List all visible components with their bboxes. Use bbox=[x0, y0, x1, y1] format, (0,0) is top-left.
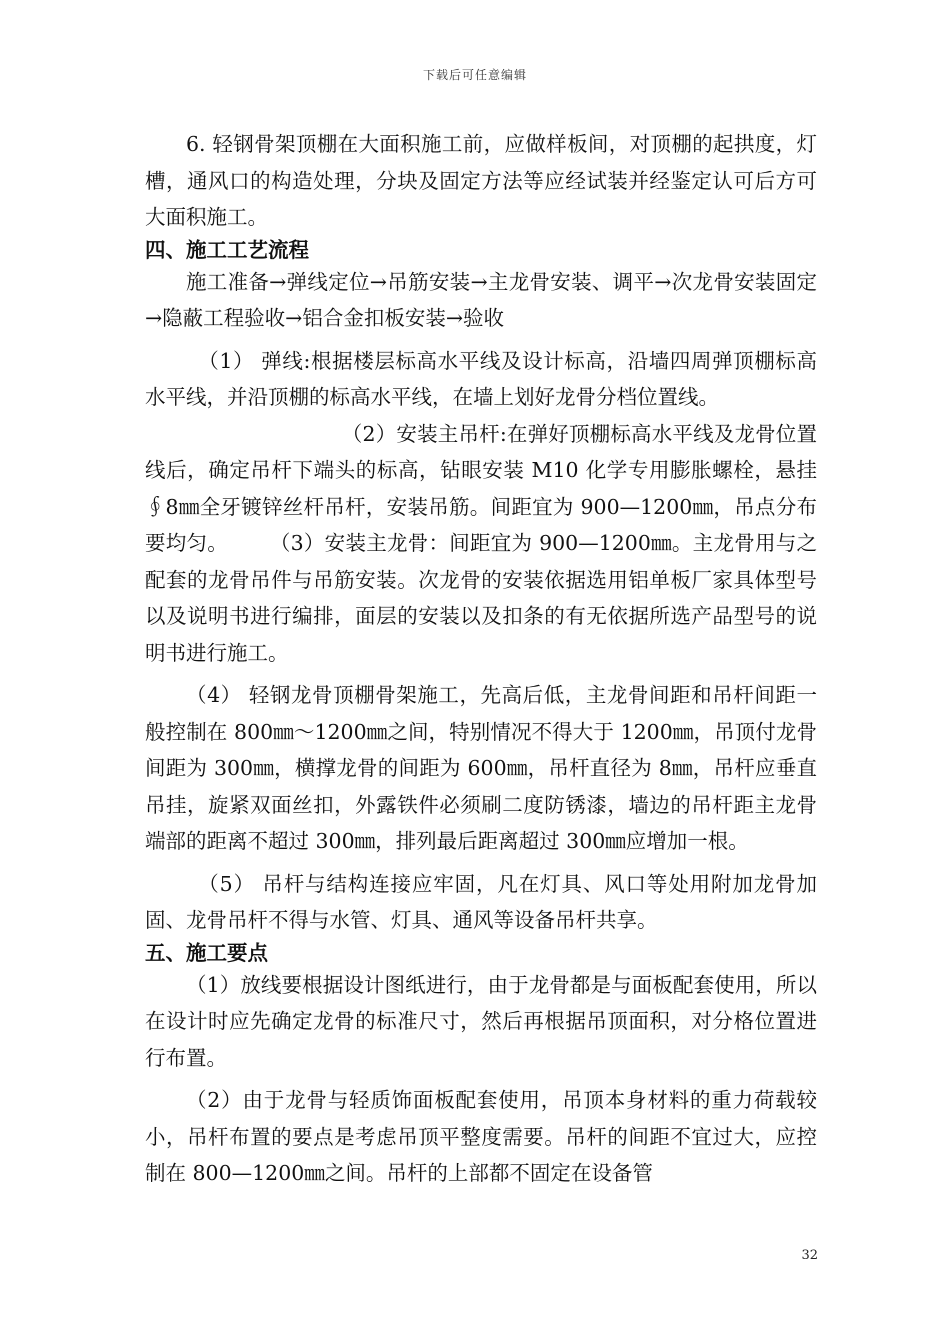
section-heading-key-points: 五、施工要点 bbox=[145, 940, 268, 965]
paragraph-step-5: （5） 吊杆与结构连接应牢固，凡在灯具、风口等处用附加龙骨加固、龙骨吊杆不得与水管、灯具、通风等设备吊杆共享。 bbox=[145, 871, 817, 932]
paragraph-step-4: （4） 轻钢龙骨顶棚骨架施工，先高后低，主龙骨间距和吊杆间距一般控制在 800㎜～1200㎜之间，特别情况不得大于 1200㎜，吊顶付龙骨间距为 300㎜，横撑龙骨的间距为 600㎜，吊杆直径为 8㎜，吊杆应垂直吊挂，旋紧双面丝扣，外露铁件必须刷二度防锈漆，墙边的吊杆距主龙骨端部的距离不超过 300㎜，排列最后距离超过 300㎜应增加一根。 bbox=[145, 683, 817, 853]
paragraph-item-6: 6. 轻钢骨架顶棚在大面积施工前，应做样板间，对顶棚的起拱度，灯槽，通风口的构造处理，分块及固定方法等应经试装并经鉴定认可后方可大面积施工。 bbox=[145, 132, 817, 229]
paragraph-process-flow: 施工准备→弹线定位→吊筋安装→主龙骨安装、调平→次龙骨安装固定→隐蔽工程验收→铝合金扣板安装→验收 bbox=[145, 269, 817, 330]
page-header: 下载后可任意编辑 bbox=[422, 68, 527, 82]
paragraph-step-2-3: （2）安装主吊杆:在弹好顶棚标高水平线及龙骨位置线后，确定吊杆下端头的标高，钻眼安装 M10 化学专用膨胀螺栓，悬挂∮8㎜全牙镀锌丝杆吊杆，安装吊筋。间距宜为 900—1200㎜，吊点分布要均匀。 （3）安装主龙骨：间距宜为 900—1200㎜。主龙骨用与之配套的龙骨吊件与吊筋安装。次龙骨的安装依据选用铝单板厂家具体型号以及说明书进行编排，面层的安装以及扣条的有无依据所选产品型号的说明书进行施工。 bbox=[145, 421, 817, 665]
section-heading-process: 四、施工工艺流程 bbox=[145, 237, 309, 262]
paragraph-step-1: （1） 弹线:根据楼层标高水平线及设计标高，沿墙四周弹顶棚标高水平线，并沿顶棚的标高水平线，在墙上划好龙骨分档位置线。 bbox=[145, 348, 817, 409]
page-number: 32 bbox=[801, 1248, 818, 1263]
paragraph-point-2: （2）由于龙骨与轻质饰面板配套使用，吊顶本身材料的重力荷载较小，吊杆布置的要点是考虑吊顶平整度需要。吊杆的间距不宜过大，应控制在 800—1200㎜之间。吊杆的上部都不固定在设备管 bbox=[145, 1088, 817, 1185]
document-body bbox=[145, 126, 817, 1192]
paragraph-point-1: （1）放线要根据设计图纸进行，由于龙骨都是与面板配套使用，所以在设计时应先确定龙骨的标准尺寸，然后再根据吊顶面积，对分格位置进行布置。 bbox=[145, 972, 817, 1070]
